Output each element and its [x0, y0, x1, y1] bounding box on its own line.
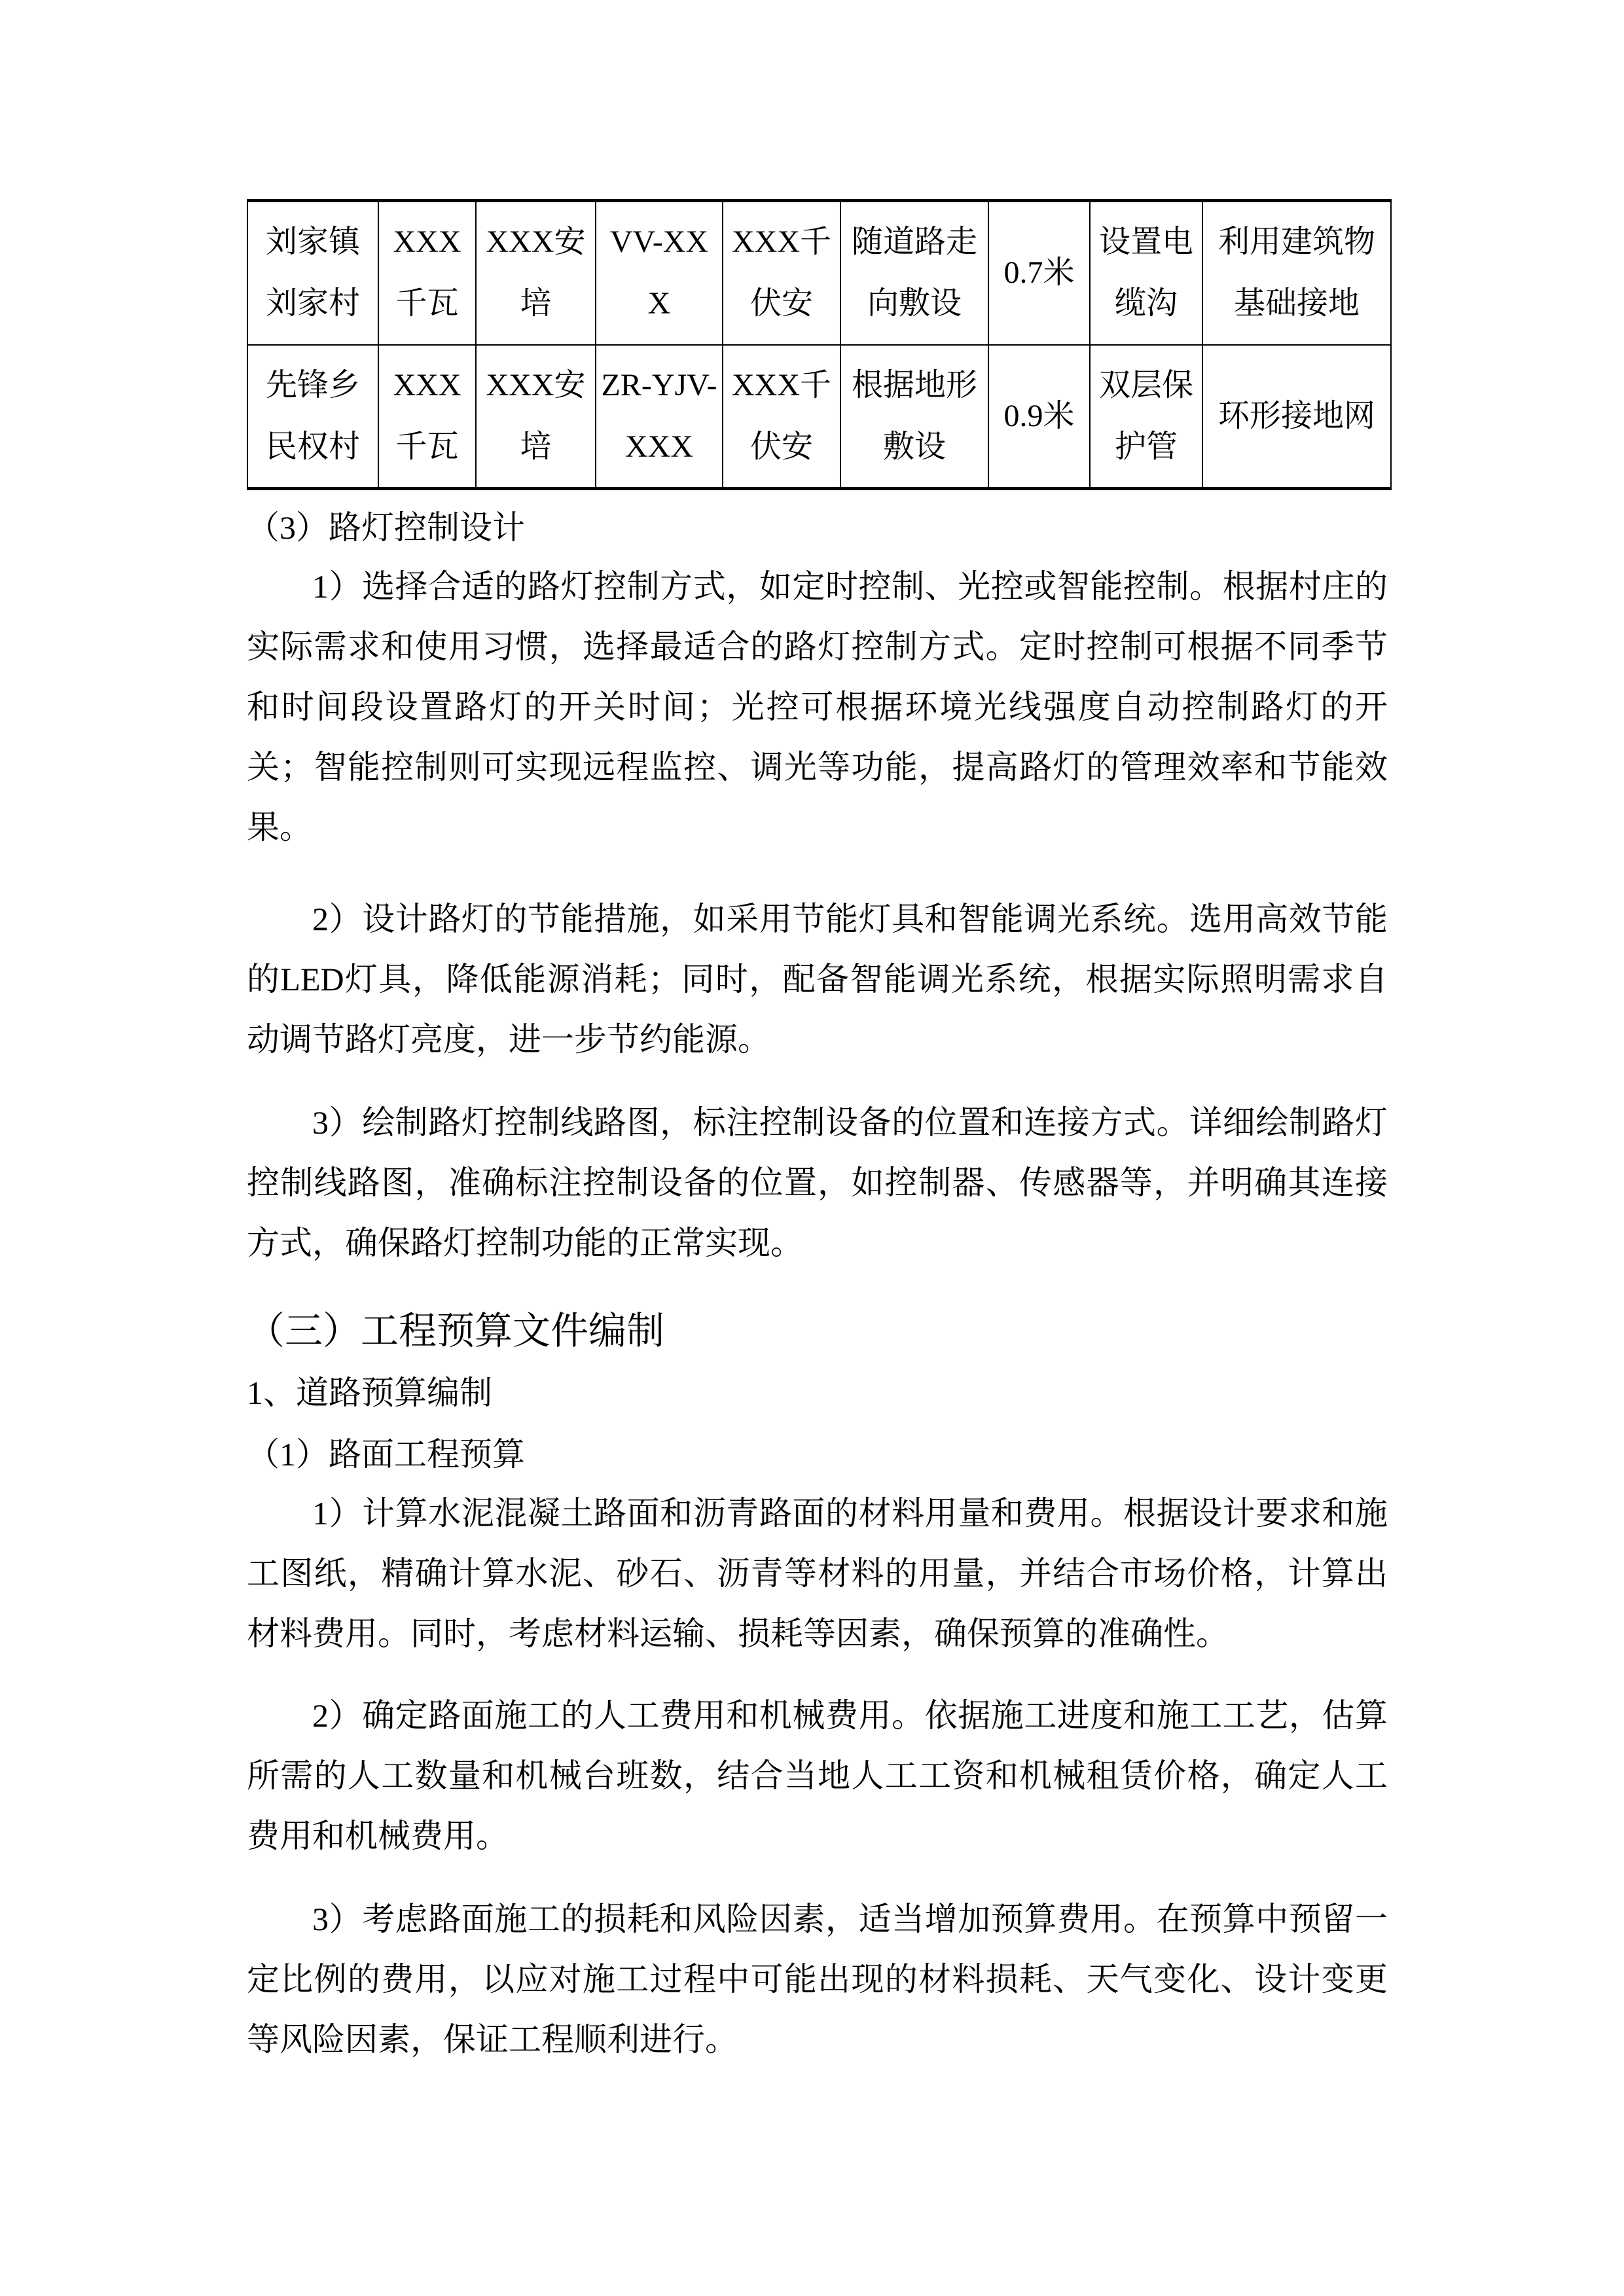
- table-cell: 0.9米: [988, 345, 1090, 489]
- table-cell: 利用建筑物基础接地: [1202, 201, 1391, 345]
- table-cell: VV-XXX: [596, 201, 723, 345]
- paragraph: 1）选择合适的路灯控制方式，如定时控制、光控或智能控制。根据村庄的实际需求和使用习惯，选择最适合的路灯控制方式。定时控制可根据不同季节和时间段设置路灯的开关时间；光控可根据环境光线强度自动控制路灯的开关；智能控制则可实现远程监控、调光等功能，提高路灯的管理效率和节能效果。: [247, 568, 1388, 846]
- table-row: [247, 201, 1391, 345]
- section-heading: 1、道路预算编制: [247, 1374, 492, 1411]
- paragraph: 3）考虑路面施工的损耗和风险因素，适当增加预算费用。在预算中预留一定比例的费用，以应对施工过程中可能出现的材料损耗、天气变化、设计变更等风险因素，保证工程顺利进行。: [247, 1901, 1388, 2058]
- table-row: [247, 345, 1391, 489]
- table-cell: 随道路走向敷设: [840, 201, 988, 345]
- table-cell: 先锋乡民权村: [247, 345, 378, 489]
- table-cell: XXX千瓦: [378, 201, 476, 345]
- table-cell: XXX安培: [476, 201, 596, 345]
- table-cell: 根据地形敷设: [840, 345, 988, 489]
- table-cell: 刘家镇刘家村: [247, 201, 378, 345]
- table-cell: XXX千伏安: [723, 345, 840, 489]
- paragraph: 3）绘制路灯控制线路图，标注控制设备的位置和连接方式。详细绘制路灯控制线路图，准确标注控制设备的位置，如控制器、传感器等，并明确其连接方式，确保路灯控制功能的正常实现。: [247, 1104, 1388, 1261]
- table-cell: ZR-YJV-XXX: [596, 345, 723, 489]
- section-heading-streetlight-control: （3）路灯控制设计: [247, 509, 525, 546]
- paragraph: 2）设计路灯的节能措施，如采用节能灯具和智能调光系统。选用高效节能的LED灯具，降低能源消耗；同时，配备智能调光系统，根据实际照明需求自动调节路灯亮度，进一步节约能源。: [247, 901, 1388, 1058]
- subsection-heading: （1）路面工程预算: [247, 1436, 525, 1473]
- paragraph: 1）计算水泥混凝土路面和沥青路面的材料用量和费用。根据设计要求和施工图纸，精确计算水泥、砂石、沥青等材料的用量，并结合市场价格，计算出材料费用。同时，考虑材料运输、损耗等因素，确保预算的准确性。: [247, 1495, 1388, 1652]
- table-cell: 环形接地网: [1202, 345, 1391, 489]
- table-cell: 设置电缆沟: [1090, 201, 1202, 345]
- table-cell: XXX千伏安: [723, 201, 840, 345]
- cable-spec-table: [247, 199, 1392, 490]
- table-cell: XXX千瓦: [378, 345, 476, 489]
- table-cell: 双层保护管: [1090, 345, 1202, 489]
- chapter-heading: （三）工程预算文件编制: [247, 1310, 665, 1352]
- table-cell: XXX安培: [476, 345, 596, 489]
- table-cell: 0.7米: [988, 201, 1090, 345]
- paragraph: 2）确定路面施工的人工费用和机械费用。依据施工进度和施工工艺，估算所需的人工数量和机械台班数，结合当地人工工资和机械租赁价格，确定人工费用和机械费用。: [247, 1697, 1388, 1854]
